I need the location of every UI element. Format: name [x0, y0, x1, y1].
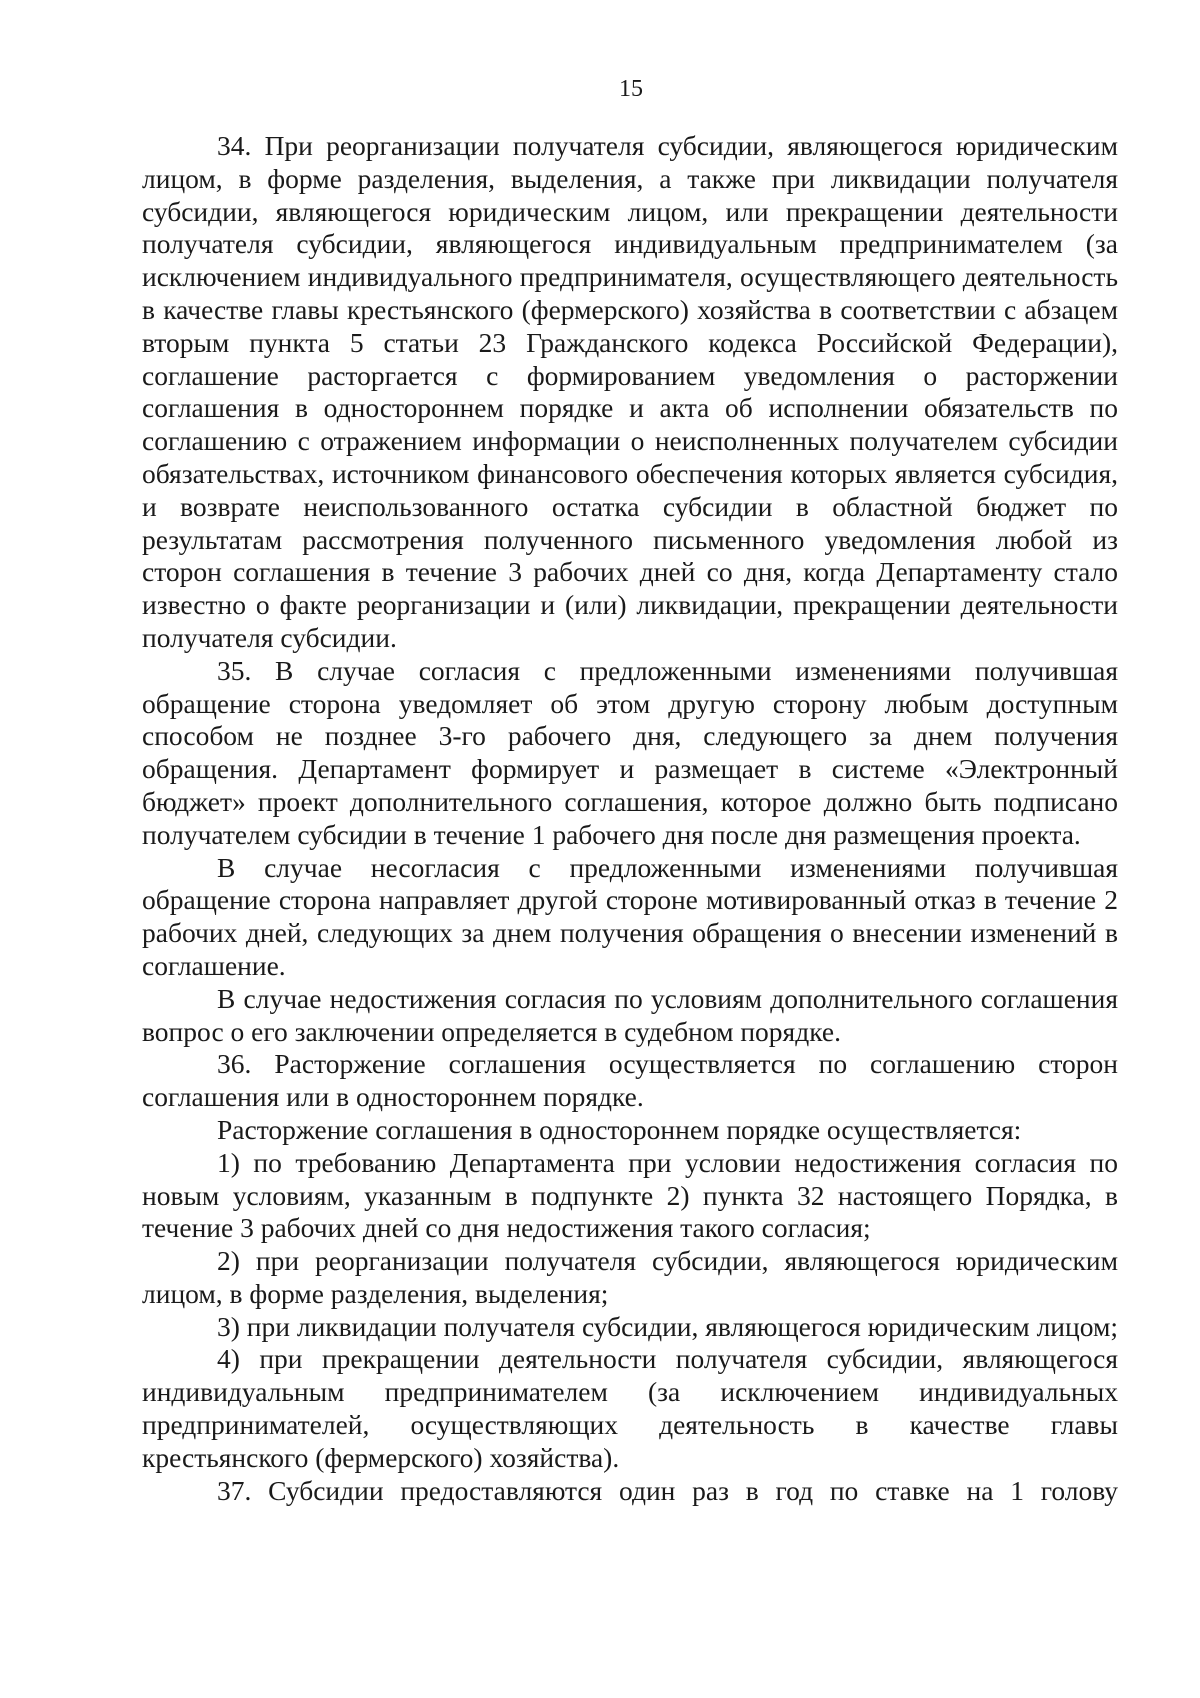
- list-item-4: 4) при прекращении деятельности получателя субсидии, являющегося индивидуальным предпринимателем (за исключением индивидуальных предпринимателей, осуществляющих деятельность в качестве главы крестьянского (фермерского) хозяйства).: [142, 1343, 1118, 1473]
- paragraph-35: 35. В случае согласия с предложенными изменениями получившая обращение сторона уведомляет об этом другую сторону любым доступным способом не позднее 3-го рабочего дня, следующего за днем получения обращения. Департамент формирует и размещает в системе «Электронный бюджет» проект дополнительного соглашения, которое должно быть подписано получателем субсидии в течение 1 рабочего дня после дня размещения проекта.: [142, 654, 1118, 850]
- list-item-1: 1) по требованию Департамента при условии недостижения согласия по новым условиям, указанным в подпункте 2) пункта 32 настоящего Порядка, в течение 3 рабочих дней со дня недостижения такого согласия;: [142, 1146, 1118, 1244]
- document-body: [142, 130, 1118, 1507]
- paragraph-37: 37. Субсидии предоставляются один раз в год по ставке на 1 голову: [217, 1474, 1118, 1506]
- paragraph-35-court: В случае недостижения согласия по условиям дополнительного соглашения вопрос о его заключении определяется в судебном порядке.: [142, 982, 1118, 1047]
- page-number: 15: [619, 76, 643, 102]
- paragraph-36-unilateral: Расторжение соглашения в одностороннем порядке осуществляется:: [217, 1113, 1022, 1145]
- list-item-3: 3) при ликвидации получателя субсидии, являющегося юридическим лицом;: [217, 1310, 1119, 1342]
- paragraph-34: 34. При реорганизации получателя субсидии, являющегося юридическим лицом, в форме разделения, выделения, а также при ликвидации получателя субсидии, являющегося юридическим лицом, или прекращении деятельности получателя субсидии, являющегося индивидуальным предпринимателем (за исключением индивидуального предпринимателя, осуществляющего деятельность в качестве главы крестьянского (фермерского) хозяйства в соответствии с абзацем вторым пункта 5 статьи 23 Гражданского кодекса Российской Федерации), соглашение расторгается с формированием уведомления о расторжении соглашения в одностороннем порядке и акта об исполнении обязательств по соглашению с отражением информации о неисполненных получателем субсидии обязательствах, источником финансового обеспечения которых является субсидия, и возврате неиспользованного остатка субсидии в областной бюджет по результатам рассмотрения полученного письменного уведомления любой из сторон соглашения в течение 3 рабочих дней со дня, когда Департаменту стало известно о факте реорганизации и (или) ликвидации, прекращении деятельности получателя субсидии.: [142, 130, 1118, 653]
- paragraph-36: 36. Расторжение соглашения осуществляется по соглашению сторон соглашения или в одностороннем порядке.: [142, 1048, 1118, 1113]
- list-item-2: 2) при реорганизации получателя субсидии, являющегося юридическим лицом, в форме разделения, выделения;: [142, 1245, 1118, 1309]
- paragraph-35-disagreement: В случае несогласия с предложенными изменениями получившая обращение сторона направляет другой стороне мотивированный отказ в течение 2 рабочих дней, следующих за днем получения обращения о внесении изменений в соглашение.: [142, 851, 1118, 981]
